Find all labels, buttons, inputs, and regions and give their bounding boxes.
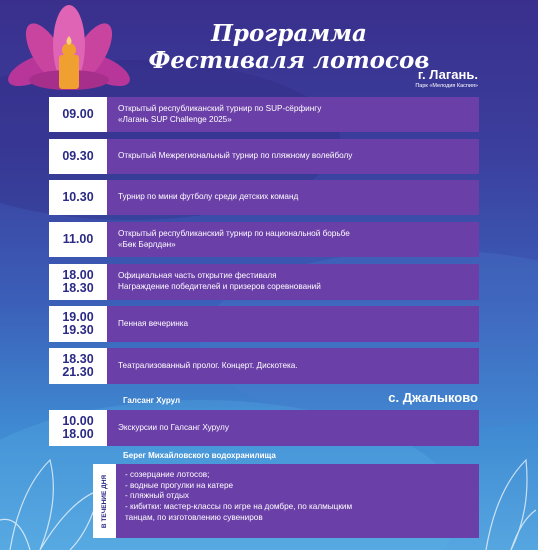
city-name-2: с. Джалыково bbox=[388, 390, 478, 405]
event-time bbox=[49, 222, 107, 257]
time-end: 21.30 bbox=[62, 365, 94, 379]
page-title-line2: Фестиваля лотосов bbox=[148, 47, 430, 74]
event-description bbox=[107, 139, 479, 174]
event-line: «Лагань SUP Challenge 2025» bbox=[118, 114, 232, 124]
list-item: - кибитки: мастер-классы по игре на домбре, по калмыцким bbox=[125, 501, 353, 511]
event-time bbox=[49, 139, 107, 174]
time-end: 18.30 bbox=[62, 281, 94, 295]
event-line: Театрализованный пролог. Концерт. Дискотека. bbox=[118, 360, 298, 370]
event-description bbox=[107, 180, 479, 215]
time-start: 18.00 bbox=[62, 267, 94, 282]
event-line: Открытый республиканский турнир по SUP-сёрфингу bbox=[118, 103, 322, 113]
list-item: - созерцание лотосов; bbox=[125, 470, 210, 479]
section-label-reservoir: Берег Михайловского водохранилища bbox=[123, 451, 276, 460]
schedule-row bbox=[49, 97, 479, 132]
city-name: г. Лагань. bbox=[417, 67, 478, 82]
event-line: «Бөк Бәрлдән» bbox=[118, 239, 176, 249]
event-description bbox=[107, 348, 479, 384]
time-start: 09.30 bbox=[62, 148, 94, 163]
time-end: 18.00 bbox=[62, 427, 94, 441]
event-line: Турнир по мини футболу среди детских команд bbox=[118, 192, 299, 202]
event-time bbox=[49, 180, 107, 215]
event-description bbox=[107, 264, 479, 300]
outline-lotus-icon bbox=[0, 427, 110, 550]
event-line: Награждение победителей и призеров соревнований bbox=[118, 282, 321, 291]
list-item: - водные прогулки на катере bbox=[125, 480, 234, 490]
event-description bbox=[107, 222, 479, 257]
event-line: Открытый республиканский турнир по национальной борьбе bbox=[118, 228, 350, 238]
event-description bbox=[107, 306, 479, 342]
event-time bbox=[49, 264, 107, 300]
event-description bbox=[107, 97, 479, 132]
list-item: танцам, по изготовлению сувениров bbox=[125, 512, 263, 522]
event-line: Экскурсии по Галсанг Хурулу bbox=[118, 422, 229, 432]
schedule-row bbox=[49, 222, 479, 257]
schedule-row bbox=[49, 139, 479, 174]
schedule-row bbox=[49, 180, 479, 215]
list-item: - пляжный отдых bbox=[125, 491, 189, 501]
outline-lotus-icon bbox=[466, 430, 536, 550]
time-start: 19.00 bbox=[62, 309, 94, 324]
activities-list bbox=[116, 464, 479, 538]
event-time bbox=[49, 348, 107, 384]
section-label-galsang: Галсанг Хурул bbox=[123, 396, 181, 405]
event-description bbox=[107, 410, 479, 446]
schedule-row bbox=[49, 306, 479, 342]
time-start: 11.00 bbox=[62, 231, 94, 246]
time-start: 18.30 bbox=[62, 351, 94, 366]
event-line: Пенная вечеринка bbox=[118, 318, 189, 328]
schedule-row bbox=[49, 410, 479, 446]
time-start: 10.00 bbox=[62, 413, 94, 428]
time-start: 09.00 bbox=[62, 106, 94, 121]
event-line: Официальная часть открытие фестиваля bbox=[118, 271, 277, 281]
event-time bbox=[49, 306, 107, 342]
venue-name: Парк «Мелодия Каспия» bbox=[415, 83, 478, 89]
schedule-row bbox=[49, 348, 479, 384]
event-time bbox=[49, 97, 107, 132]
time-end: 19.30 bbox=[62, 323, 94, 337]
event-line: Открытый Межрегиональный турнир по пляжному волейболу bbox=[118, 151, 353, 161]
schedule-row bbox=[49, 264, 479, 300]
all-day-tag-label: В ТЕЧЕНИЕ ДНЯ bbox=[101, 474, 108, 528]
page-title-line1: Программа bbox=[211, 20, 367, 47]
time-start: 10.30 bbox=[62, 189, 94, 204]
